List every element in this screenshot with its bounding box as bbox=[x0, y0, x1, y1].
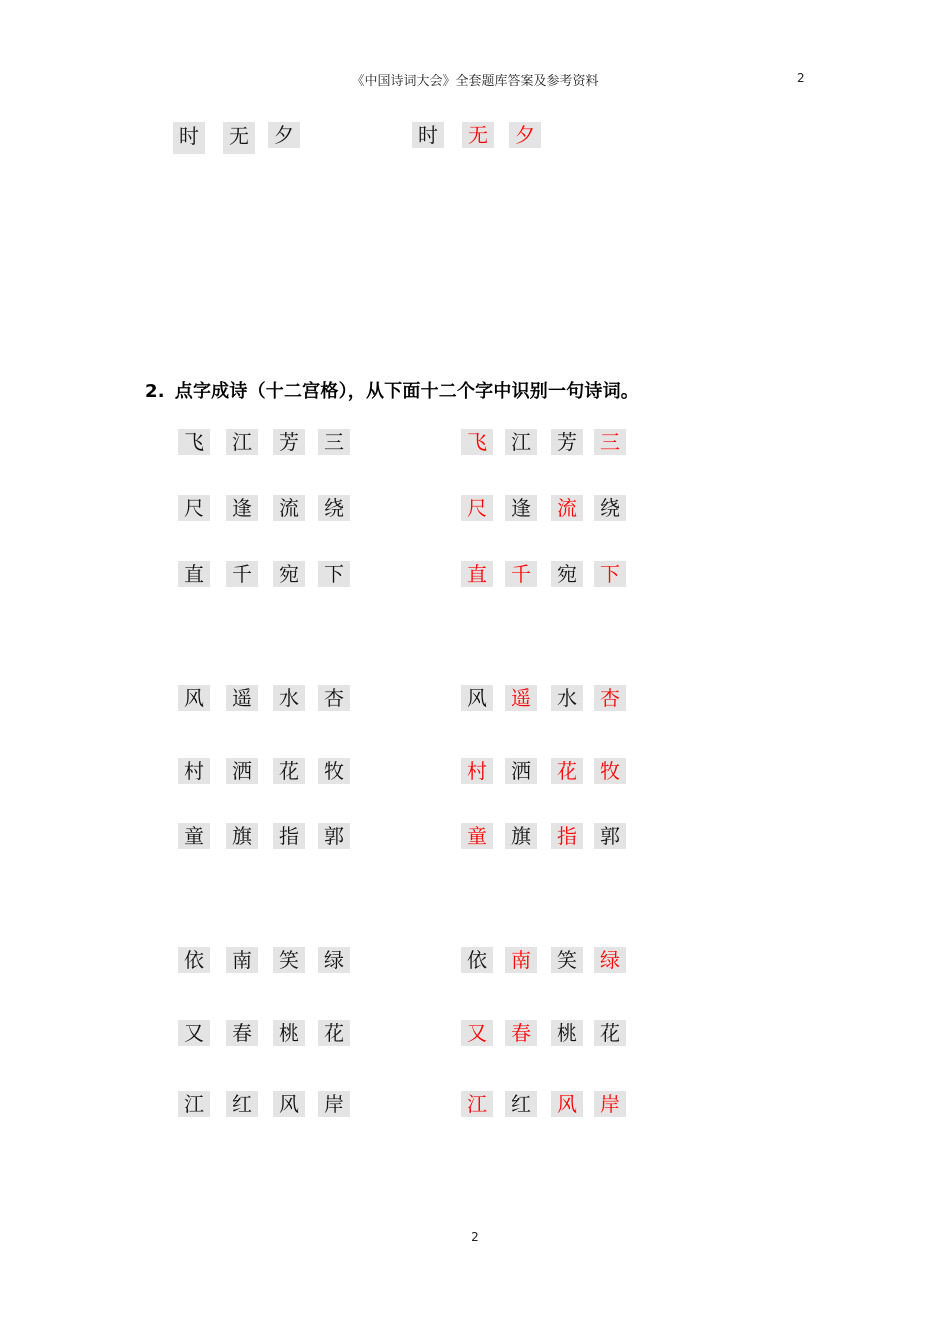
char-tile: 芳 bbox=[551, 429, 583, 455]
char-tile-highlighted: 花 bbox=[551, 758, 583, 784]
char-tile: 宛 bbox=[273, 561, 305, 587]
char-tile-highlighted: 流 bbox=[551, 495, 583, 521]
char-tile: 水 bbox=[273, 685, 305, 711]
char-tile: 郭 bbox=[594, 823, 626, 849]
char-tile: 流 bbox=[273, 495, 305, 521]
char-tile-highlighted: 童 bbox=[461, 823, 493, 849]
char-tile: 郭 bbox=[318, 823, 350, 849]
char-tile: 花 bbox=[594, 1020, 626, 1046]
char-tile-highlighted: 又 bbox=[461, 1020, 493, 1046]
question-text: 点字成诗（十二宫格），从下面十二个字中识别一句诗词。 bbox=[174, 381, 639, 402]
char-tile: 逢 bbox=[226, 495, 258, 521]
char-tile: 尺 bbox=[178, 495, 210, 521]
char-tile-highlighted: 直 bbox=[461, 561, 493, 587]
char-tile: 笑 bbox=[273, 947, 305, 973]
char-tile-highlighted: 下 bbox=[594, 561, 626, 587]
char-tile: 绕 bbox=[318, 495, 350, 521]
char-tile: 洒 bbox=[505, 758, 537, 784]
char-tile: 依 bbox=[461, 947, 493, 973]
char-tile-highlighted: 三 bbox=[594, 429, 626, 455]
char-tile-highlighted: 春 bbox=[505, 1020, 537, 1046]
char-tile: 水 bbox=[551, 685, 583, 711]
footer-page-number: 2 bbox=[471, 1230, 479, 1244]
char-tile: 依 bbox=[178, 947, 210, 973]
char-tile-highlighted: 遥 bbox=[505, 685, 537, 711]
char-tile: 风 bbox=[273, 1091, 305, 1117]
char-tile: 南 bbox=[226, 947, 258, 973]
char-tile: 岸 bbox=[318, 1091, 350, 1117]
char-tile: 夕 bbox=[268, 122, 300, 148]
char-tile: 又 bbox=[178, 1020, 210, 1046]
char-tile: 千 bbox=[226, 561, 258, 587]
char-tile: 宛 bbox=[551, 561, 583, 587]
char-tile-highlighted: 指 bbox=[551, 823, 583, 849]
char-tile: 红 bbox=[226, 1091, 258, 1117]
char-tile-highlighted: 无 bbox=[462, 122, 494, 148]
char-tile: 牧 bbox=[318, 758, 350, 784]
char-tile-highlighted: 千 bbox=[505, 561, 537, 587]
char-tile: 时 bbox=[412, 122, 444, 148]
question-heading bbox=[145, 377, 639, 403]
char-tile: 江 bbox=[505, 429, 537, 455]
char-tile: 旗 bbox=[226, 823, 258, 849]
char-tile-highlighted: 杏 bbox=[594, 685, 626, 711]
char-tile-highlighted: 绿 bbox=[594, 947, 626, 973]
char-tile: 春 bbox=[226, 1020, 258, 1046]
char-tile: 无 bbox=[223, 122, 255, 154]
char-tile: 绿 bbox=[318, 947, 350, 973]
char-tile: 桃 bbox=[551, 1020, 583, 1046]
char-tile: 江 bbox=[226, 429, 258, 455]
char-tile: 遥 bbox=[226, 685, 258, 711]
char-tile-highlighted: 夕 bbox=[509, 122, 541, 148]
char-tile-highlighted: 江 bbox=[461, 1091, 493, 1117]
char-tile: 时 bbox=[173, 122, 205, 154]
char-tile: 童 bbox=[178, 823, 210, 849]
char-tile: 笑 bbox=[551, 947, 583, 973]
char-tile: 芳 bbox=[273, 429, 305, 455]
char-tile-highlighted: 岸 bbox=[594, 1091, 626, 1117]
char-tile: 风 bbox=[461, 685, 493, 711]
char-tile-highlighted: 飞 bbox=[461, 429, 493, 455]
char-tile: 红 bbox=[505, 1091, 537, 1117]
char-tile: 直 bbox=[178, 561, 210, 587]
char-tile: 桃 bbox=[273, 1020, 305, 1046]
char-tile-highlighted: 南 bbox=[505, 947, 537, 973]
char-tile-highlighted: 风 bbox=[551, 1091, 583, 1117]
char-tile: 花 bbox=[273, 758, 305, 784]
char-tile: 风 bbox=[178, 685, 210, 711]
char-tile: 指 bbox=[273, 823, 305, 849]
document-header-title: 《中国诗词大会》全套题库答案及参考资料 bbox=[351, 74, 599, 89]
char-tile: 飞 bbox=[178, 429, 210, 455]
char-tile: 洒 bbox=[226, 758, 258, 784]
char-tile: 下 bbox=[318, 561, 350, 587]
char-tile: 杏 bbox=[318, 685, 350, 711]
question-number: 2. bbox=[145, 381, 165, 402]
char-tile: 绕 bbox=[594, 495, 626, 521]
char-tile: 三 bbox=[318, 429, 350, 455]
header-page-number: 2 bbox=[797, 71, 805, 85]
char-tile: 花 bbox=[318, 1020, 350, 1046]
char-tile: 逢 bbox=[505, 495, 537, 521]
char-tile-highlighted: 尺 bbox=[461, 495, 493, 521]
char-tile-highlighted: 牧 bbox=[594, 758, 626, 784]
char-tile: 江 bbox=[178, 1091, 210, 1117]
char-tile: 旗 bbox=[505, 823, 537, 849]
char-tile: 村 bbox=[178, 758, 210, 784]
char-tile-highlighted: 村 bbox=[461, 758, 493, 784]
